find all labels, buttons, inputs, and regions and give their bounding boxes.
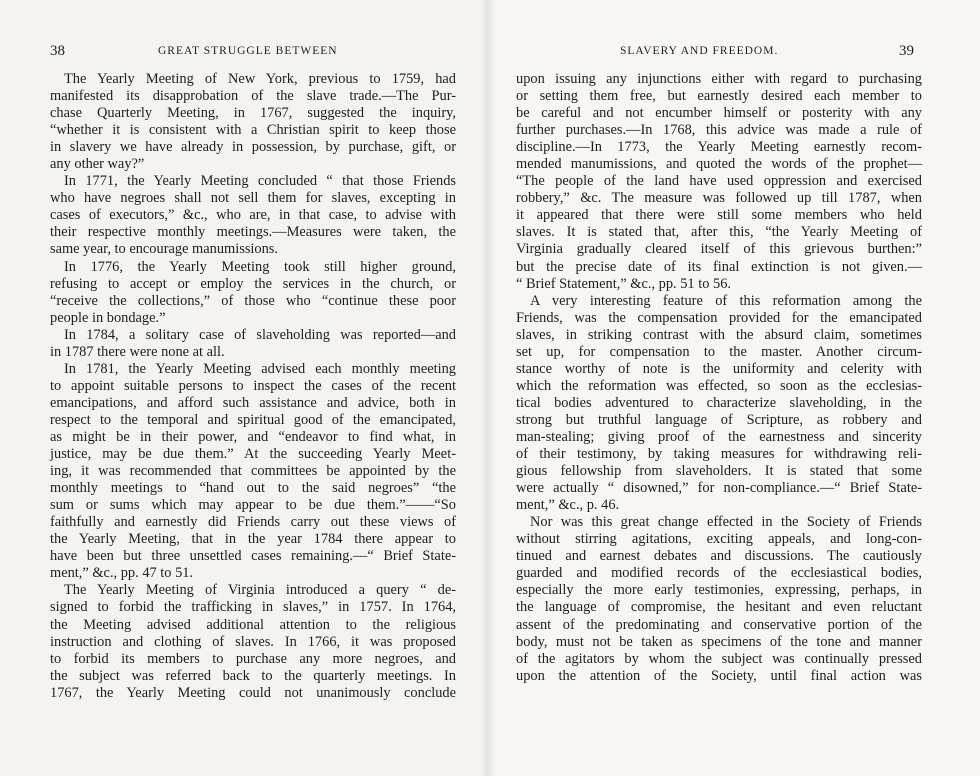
text-line: people in bondage.”	[50, 309, 166, 326]
text-line: assent of the predominating and conservative portion of the	[516, 616, 922, 633]
text-line: “The people of the land have used oppression and exercised	[516, 173, 922, 190]
text-line: slaves. It is stated that, after this, “the Yearly Meeting of	[516, 224, 922, 241]
text-line: The Yearly Meeting of New York, previous to 1759, had	[64, 71, 456, 87]
text-line: same year, to encourage manumissions.	[50, 241, 279, 258]
text-line: which the reformation was effected, so soon as the ecclesias-	[516, 377, 922, 394]
text-line: as might be in their power, and “endeavor to find what, in	[50, 428, 456, 445]
text-line: man-stealing; giving proof of the earnestness and sincerity	[516, 428, 922, 445]
text-line: A very interesting feature of this reformation among the	[530, 292, 922, 309]
text-line: faithfully and earnestly did Friends carry out these views of	[50, 514, 456, 531]
text-line: strong but truthful language of Scripture, as robbery and	[516, 411, 922, 428]
text-line: set up, for compensation to the master. Another circum-	[516, 343, 922, 360]
text-line: robbery,” &c. The measure was followed up till 1787, when	[516, 190, 922, 207]
text-line: chase Quarterly Meeting, in 1767, suggested the inquiry,	[50, 105, 456, 122]
text-line: to appoint suitable persons to inspect the cases of the recent	[50, 377, 456, 394]
text-line: guarded and modified records of the ecclesiastical bodies,	[516, 565, 922, 582]
text-line: In 1776, the Yearly Meeting took still higher ground,	[64, 258, 456, 275]
left-text-column	[50, 71, 456, 702]
text-line: further purchases.—In 1768, this advice was made a rule of	[516, 122, 922, 139]
text-line: signed to forbid the trafficking in slaves,” in 1757. In 1764,	[50, 599, 456, 616]
text-line: The Yearly Meeting of Virginia introduced a query “ de-	[64, 582, 456, 599]
text-line: tinued and earnest debates and discussions. The cautiously	[516, 548, 922, 565]
text-line: or setting them free, but earnestly desired each member to	[516, 88, 922, 105]
text-line: tical bodies adventured to characterize slaveholding, in the	[516, 394, 922, 411]
book-gutter	[480, 0, 496, 776]
text-line: respect to the temporal and spiritual good of the emancipated,	[50, 411, 456, 428]
text-line: “ Brief Statement,” &c., pp. 51 to 56.	[516, 275, 732, 292]
right-text-column	[516, 71, 922, 685]
right-page-number: 39	[899, 43, 914, 59]
right-running-head: SLAVERY AND FREEDOM.	[620, 45, 779, 57]
text-line: “receive the collections,” of those who “continue these poor	[50, 292, 456, 309]
text-line: Nor was this great change effected in the Society of Friends	[530, 514, 922, 531]
text-line: ing, it was recommended that committees be appointed by the	[50, 463, 456, 480]
text-line: body, must not be taken as specimens of the tone and manner	[516, 633, 922, 650]
text-line: Friends, was the compensation provided for the emancipated	[516, 309, 922, 326]
left-running-head: GREAT STRUGGLE BETWEEN	[158, 45, 338, 57]
text-line: cases of executors,” &c., who are, in that case, to advise with	[50, 207, 456, 224]
text-line: In 1784, a solitary case of slaveholding was reported—and	[64, 326, 456, 343]
left-page-number: 38	[50, 43, 65, 59]
text-line: monthly meetings to “hand out to the said negroes” “the	[50, 480, 456, 497]
text-line: justice, may be due them.” At the succeeding Yearly Meet-	[50, 446, 456, 463]
text-line: ment,” &c., pp. 47 to 51.	[50, 565, 194, 582]
text-line: without stirring agitations, exciting appeals, and long-con-	[516, 531, 922, 548]
text-line: in slavery we have already in possession, by purchase, gift, or	[50, 139, 456, 156]
text-line: ment,” &c., p. 46.	[516, 497, 620, 514]
text-line: the Yearly Meeting, that in the year 1784 there appear to	[50, 531, 456, 548]
text-line: mended manumissions, and quoted the words of the prophet—	[516, 156, 922, 173]
text-line: be careful and not encumber himself or posterity with any	[516, 105, 922, 122]
text-line: upon issuing any injunctions either with regard to purchasing	[516, 71, 922, 87]
text-line: In 1771, the Yearly Meeting concluded “ that those Friends	[64, 173, 456, 190]
text-line: slaves, in striking contrast with the absurd claim, sometimes	[516, 326, 922, 343]
text-line: the Meeting advised additional attention to the religious	[50, 616, 456, 633]
text-line: in 1787 there were none at all.	[50, 343, 225, 360]
text-line: emancipations, and afford such assistance and advice, both in	[50, 394, 456, 411]
text-line: upon the attention of the Society, until final action was	[516, 667, 922, 684]
text-line: any other way?”	[50, 156, 145, 173]
text-line: to forbid its members to purchase any more negroes, and	[50, 650, 456, 667]
text-line: of their testimony, by taking measures for withdrawing reli-	[516, 446, 922, 463]
text-line: of the agitators by whom the subject was continually pressed	[516, 650, 922, 667]
text-line: the language of compromise, the hesitant and even reluctant	[516, 599, 922, 616]
text-line: 1767, the Yearly Meeting could not unanimously conclude	[50, 684, 456, 701]
text-line: In 1781, the Yearly Meeting advised each monthly meeting	[64, 360, 456, 377]
text-line: instruction and clothing of slaves. In 1766, it was proposed	[50, 633, 456, 650]
text-line: manifested its disapprobation of the slave trade.—The Pur-	[50, 88, 456, 105]
text-line: sum or sums which may appear to be due them.”——“So	[50, 497, 456, 514]
text-line: it appeared that there were still some members who held	[516, 207, 922, 224]
text-line: especially the more early testimonies, expressing, perhaps, in	[516, 582, 922, 599]
text-line: were actually “ disowned,” for non-compliance.—“ Brief State-	[516, 480, 922, 497]
text-line: their respective monthly meetings.—Measures were taken, the	[50, 224, 456, 241]
text-line: refusing to accept or employ the services in the church, or	[50, 275, 456, 292]
text-line: Virginia gradually cleared itself of this grievous burthen:”	[516, 241, 922, 258]
text-line: have been but three unsettled cases remaining.—“ Brief State-	[50, 548, 456, 565]
text-line: stance worthy of note is the uniformity and celerity with	[516, 360, 922, 377]
text-line: “whether it is consistent with a Christian spirit to keep those	[50, 122, 456, 139]
text-line: discipline.—In 1773, the Yearly Meeting earnestly recom-	[516, 139, 922, 156]
text-line: but the precise date of its final extinction is not given.—	[516, 258, 922, 275]
text-line: the subject was referred back to the quarterly meetings. In	[50, 667, 456, 684]
text-line: gious fellowship from slaveholders. It is stated that some	[516, 463, 922, 480]
text-line: who have negroes shall not sell them for slaves, excepting in	[50, 190, 456, 207]
